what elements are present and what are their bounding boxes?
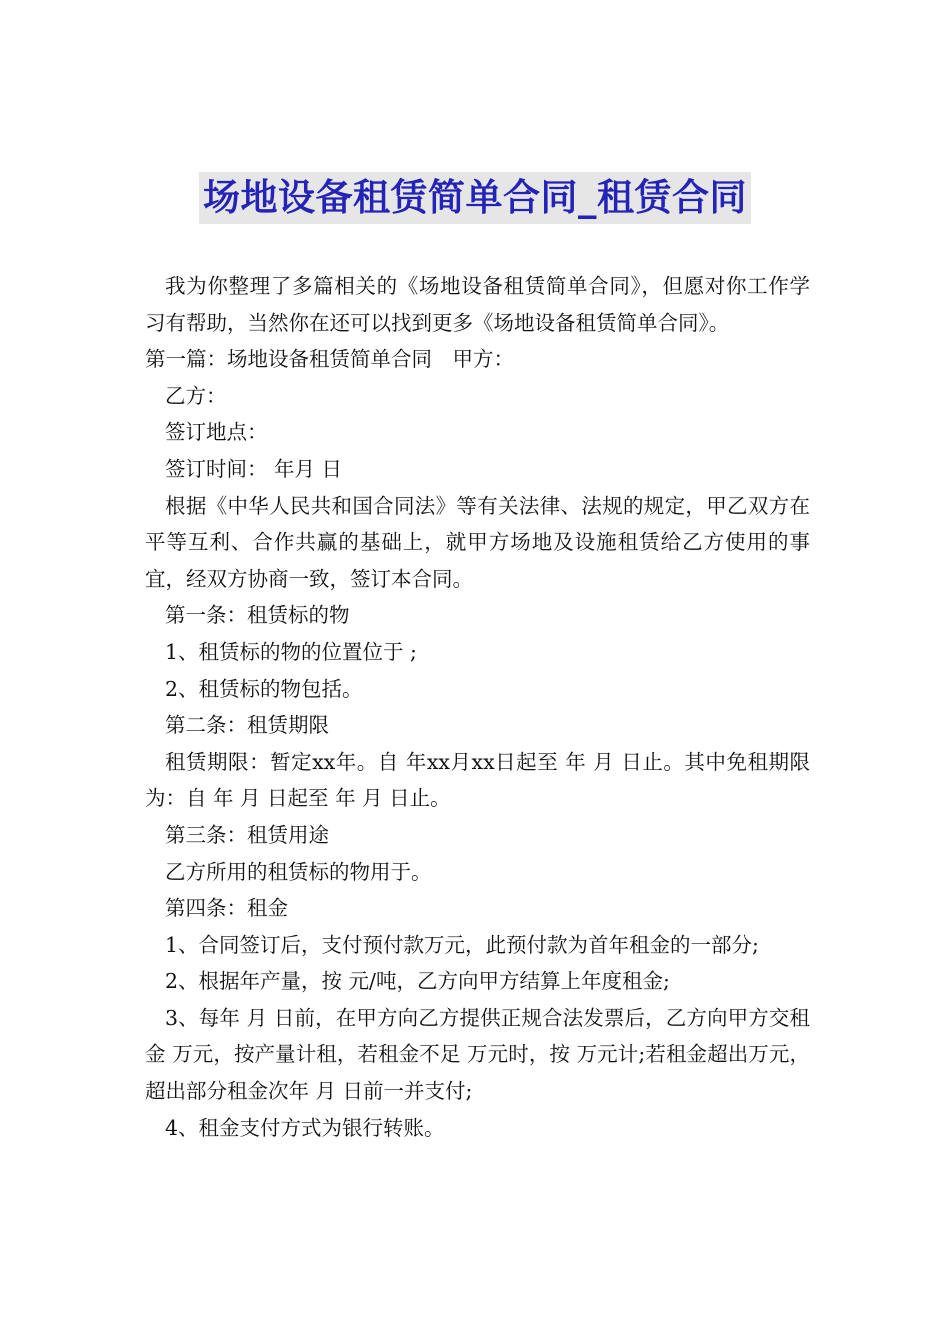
title-container [0,172,950,224]
article-1-item-2: 2、租赁标的物包括。 [165,676,363,701]
article-4-item-2: 2、根据年产量，按 元/吨，乙方向甲方结算上年度租金; [165,969,670,994]
signing-time-line: 签订时间： 年月 日 [165,456,343,481]
article-4-heading: 第四条：租金 [165,896,288,921]
article-2-body: 租赁期限：暂定xx年。自 年xx月xx日起至 年 月 日止。其中免租期限为：自 年 月 日起至 年 月 日止。 [145,749,810,811]
article-4-item-1: 1、合同签订后，支付预付款万元，此预付款为首年租金的一部分; [165,932,759,957]
signing-place-line: 签订地点： [165,420,268,445]
section-heading-first: 第一篇：场地设备租赁简单合同 甲方： [145,347,514,372]
document-body [145,268,810,1146]
article-3-body: 乙方所用的租赁标的物用于。 [165,859,432,884]
party-b-line: 乙方： [165,383,227,408]
article-4-item-3: 3、每年 月 日前，在甲方向乙方提供正规合法发票后，乙方向甲方交租金 万元，按产量计租，若租金不足 万元时，按 万元计;若租金超出万元，超出部分租金次年 月 日前一并支付; [145,1005,810,1104]
preamble-paragraph: 根据《中华人民共和国合同法》等有关法律、法规的规定，甲乙双方在平等互利、合作共赢的基础上，就甲方场地及设施租赁给乙方使用的事宜，经双方协商一致，签订本合同。 [145,493,810,591]
article-3-heading: 第三条：租赁用途 [165,822,329,847]
document-title: 场地设备租赁简单合同_租赁合同 [199,172,751,224]
article-1-item-1: 1、租赁标的物的位置位于 ; [165,639,417,664]
intro-paragraph: 我为你整理了多篇相关的《场地设备租赁简单合同》，但愿对你工作学习有帮助，当然你在还可以找到更多《场地设备租赁简单合同》。 [145,274,810,335]
article-2-heading: 第二条：租赁期限 [165,713,329,738]
article-4-item-4: 4、租金支付方式为银行转账。 [165,1115,445,1140]
article-1-heading: 第一条：租赁标的物 [165,603,350,628]
